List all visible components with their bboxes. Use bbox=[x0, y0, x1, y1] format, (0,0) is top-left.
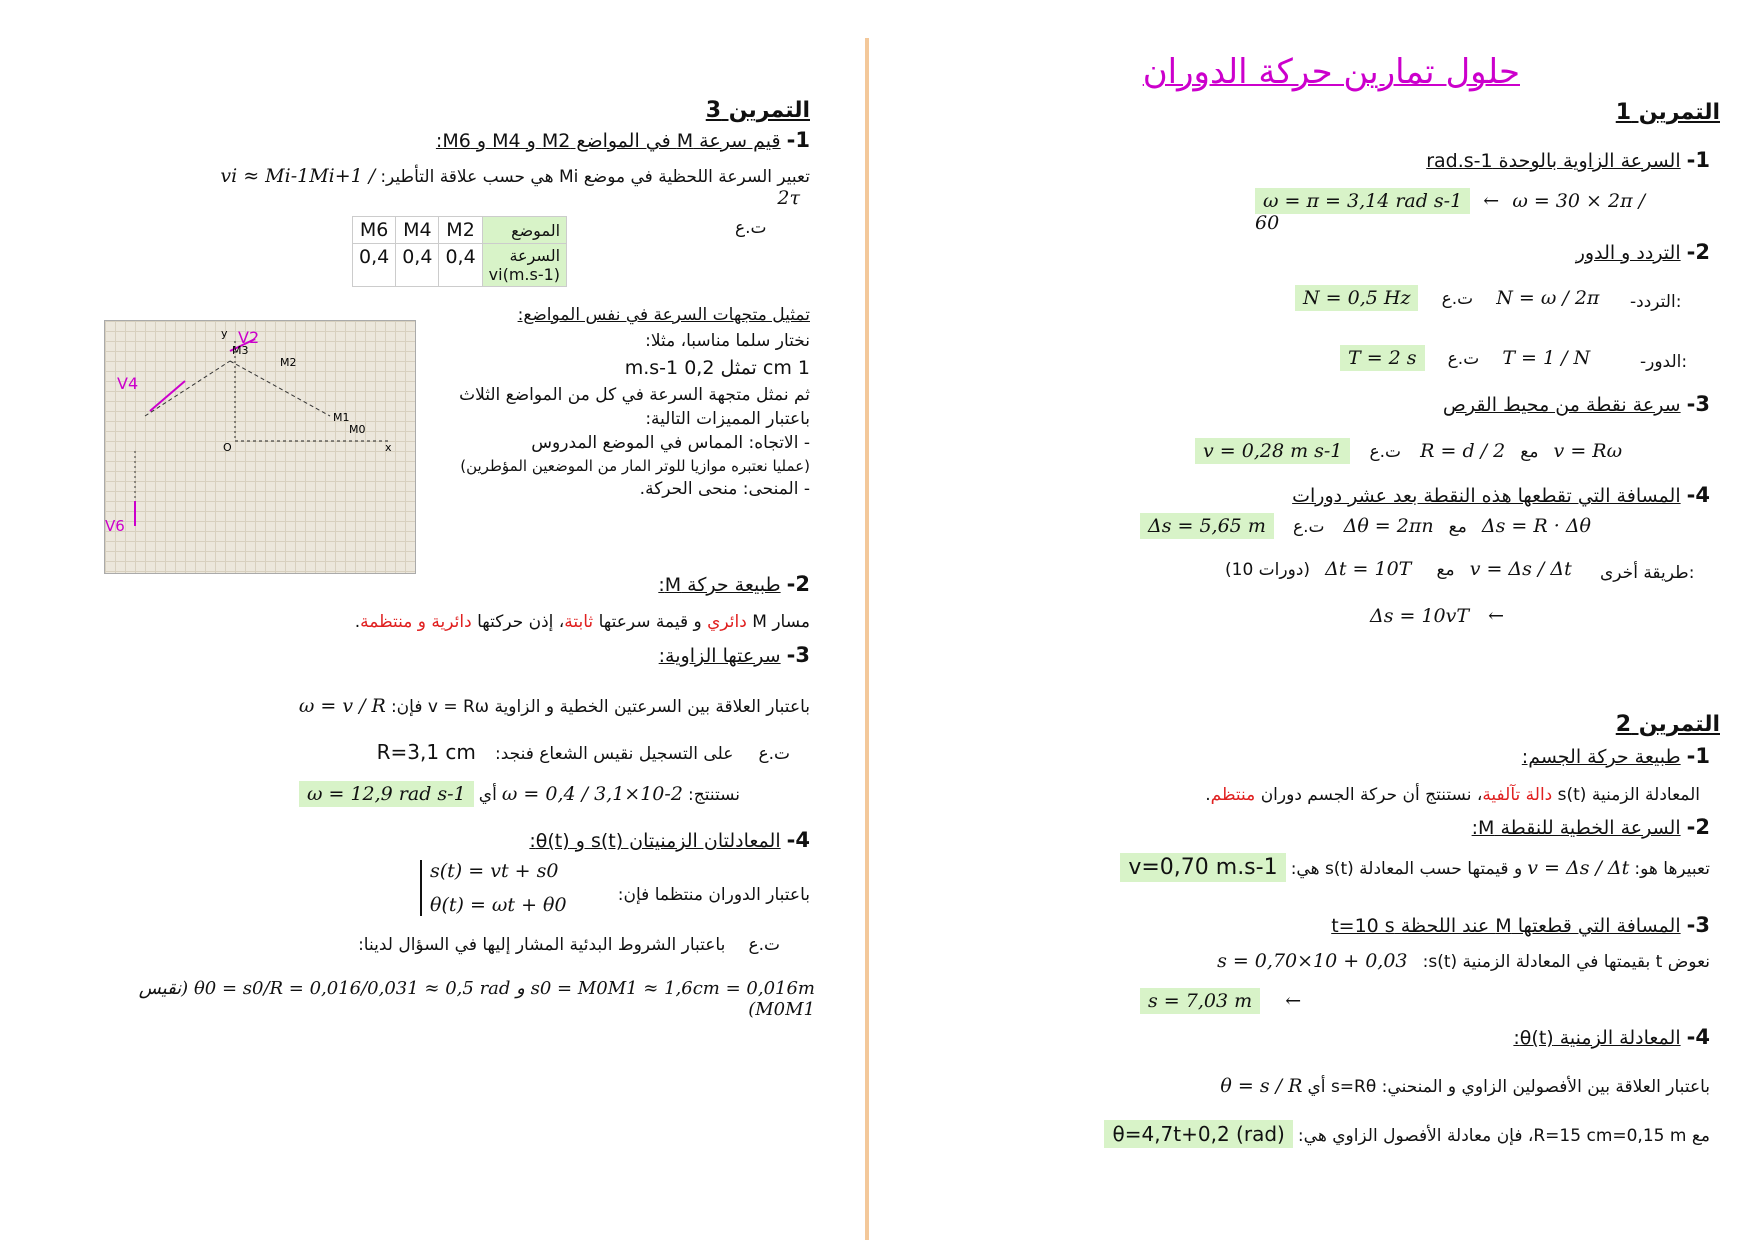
ex1-q2-title bbox=[1420, 240, 1710, 264]
ex3-rep-line: باعتبار المميزات التالية: bbox=[645, 409, 810, 429]
table-cell: 0,4 bbox=[353, 244, 396, 287]
ex3-q3-text3: نستنتج: bbox=[688, 785, 740, 805]
ex1-q3-formula: v = Rω bbox=[1553, 440, 1623, 462]
ex1-q1-line bbox=[1255, 190, 1655, 234]
ex2-q3-result-line bbox=[1140, 990, 1301, 1012]
arrow-icon: ← bbox=[1483, 190, 1500, 212]
table-header-row bbox=[353, 217, 567, 244]
ex3-q3-text2: على التسجيل نقيس الشعاع فنجد: bbox=[495, 744, 734, 764]
ex2-q4-text2: مع R=15 cm=0,15 m، فإن معادلة الأفصول الزاوي هي: bbox=[1297, 1126, 1710, 1146]
motion-record-figure bbox=[104, 320, 416, 574]
ex3-q2-label: طبيعة حركة M: bbox=[658, 574, 781, 596]
figure-label: M1 bbox=[333, 411, 350, 424]
ex3-q1-formula: vi ≈ Mi-1Mi+1 / 2τ bbox=[220, 165, 800, 209]
ex2-q4-label: المعادلة الزمنية θ(t): bbox=[1513, 1027, 1681, 1049]
ex3-q4-final: s0 = M0M1 ≈ 1,6cm = 0,016m و θ0 = s0/R = 0,016/0,031 ≈ 0,5 rad (نقيس M0M1) bbox=[138, 978, 815, 1020]
ex1-q1-label: السرعة الزاوية بالوحدة rad.s-1 bbox=[1426, 150, 1681, 172]
ex2-q2-text2: و قيمتها حسب المعادلة s(t) هي: bbox=[1290, 859, 1523, 879]
ex2-q2-line bbox=[1090, 855, 1710, 880]
ex3-q3-calc: ω = 0,4 / 3,1×10-2 bbox=[501, 783, 683, 805]
ex1-period-label: -الدور: bbox=[1640, 352, 1688, 372]
ex2-q3-number: 3- bbox=[1686, 913, 1710, 937]
ex1-q1-result: ω = π = 3,14 rad s-1 bbox=[1255, 188, 1470, 214]
ex1-alt-result-line bbox=[1370, 605, 1504, 627]
figure-label: M2 bbox=[280, 356, 297, 369]
ex3-rep-line: نختار سلما مناسبا، مثلا: bbox=[645, 331, 810, 351]
ex3-q3-result: ω = 12,9 rad s-1 bbox=[299, 781, 474, 807]
ex2-q4-line bbox=[1150, 1075, 1710, 1097]
ex3-rep-line: ثم نمثل متجهة السرعة في كل من المواضع الثلاث bbox=[459, 385, 810, 405]
page-divider bbox=[865, 38, 869, 1240]
ex2-q1-title bbox=[1400, 744, 1710, 768]
ex2-q1-red2: منتظم bbox=[1210, 785, 1256, 805]
ex3-q4-text: باعتبار الدوران منتظما فإن: bbox=[617, 885, 810, 905]
figure-label: V4 bbox=[117, 374, 139, 393]
with-label: مع bbox=[1448, 517, 1467, 537]
ex1-q1-formula: ω = 30 × 2π / 60 bbox=[1255, 190, 1645, 234]
ex3-rep-line: 1 cm تمثل 0,2 m.s-1 bbox=[624, 357, 810, 379]
ex1-alt-label: طريقة أخرى: bbox=[1600, 563, 1695, 583]
ex2-q1-red1: دالة تآلفية bbox=[1482, 785, 1553, 805]
ex1-period-result: T = 2 s bbox=[1340, 345, 1425, 371]
ex3-q4-label: المعادلتان الزمنيتان s(t) و θ(t): bbox=[529, 830, 781, 852]
ex2-q1-number: 1- bbox=[1686, 744, 1710, 768]
ex1-q4-title bbox=[1180, 483, 1710, 507]
ex2-q4-final bbox=[1010, 1122, 1710, 1146]
ex1-q3-r-formula: R = d / 2 bbox=[1420, 440, 1506, 462]
arrow-icon: ← bbox=[1285, 990, 1302, 1012]
ex1-alt-dt: Δt = 10T bbox=[1325, 558, 1412, 580]
ex1-alt-note: (10 دورات) bbox=[1225, 560, 1311, 580]
ex1-freq-result: N = 0,5 Hz bbox=[1295, 285, 1418, 311]
ex3-q2-red1: دائري bbox=[707, 612, 747, 632]
page-title: حلول تمارين حركة الدوران bbox=[1142, 52, 1520, 92]
ex3-rep-line: - المنحى: منحى الحركة. bbox=[639, 479, 810, 499]
figure-label: M3 bbox=[232, 344, 249, 357]
ex3-q3-number: 3- bbox=[786, 643, 810, 667]
ex1-freq-label: -التردد: bbox=[1630, 292, 1682, 312]
ex3-q3-r-value: R=3,1 cm bbox=[376, 740, 476, 764]
ex3-q1-text: تعبير السرعة اللحظية في موضع Mi هي حسب علاقة التأطير: bbox=[380, 167, 810, 187]
ex2-q4-number: 4- bbox=[1686, 1025, 1710, 1049]
ex3-q2-red3: دائرية و منتظمة bbox=[360, 612, 472, 632]
ex3-q4-text2: باعتبار الشروط البدئية المشار إليها في السؤال لدينا: bbox=[358, 935, 726, 955]
ex2-q2-text: تعبيرها هو: bbox=[1634, 859, 1710, 879]
ex2-q4-title bbox=[1400, 1025, 1710, 1049]
exercise1-heading: التمرين 1 bbox=[1615, 100, 1720, 125]
figure-label: x bbox=[385, 441, 392, 454]
figure-label: M0 bbox=[349, 423, 366, 436]
te-label: ت.ع bbox=[1447, 349, 1480, 369]
ex3-rep-line: (عمليا نعتبره موازيا للوتر المار من الموضعين المؤطرين) bbox=[460, 457, 810, 475]
te-label: ت.ع bbox=[1292, 517, 1325, 537]
ex3-rep-title: تمثيل متجهات السرعة في نفس المواضع: bbox=[517, 305, 810, 325]
ex1-q2-number: 2- bbox=[1686, 240, 1710, 264]
ex3-q3-formula: ω = v / R bbox=[298, 695, 386, 717]
ex3-q2-title bbox=[560, 572, 810, 596]
ex2-q1-text bbox=[1000, 785, 1700, 805]
ex3-speed-table bbox=[352, 216, 567, 287]
ex3-rep-block bbox=[430, 305, 810, 499]
ex1-freq-formula: N = ω / 2π bbox=[1496, 287, 1600, 309]
with-label: مع bbox=[1520, 442, 1539, 462]
ex3-q1-title bbox=[430, 128, 810, 152]
ex1-q1-number: 1- bbox=[1686, 148, 1710, 172]
ex1-q4-theta: Δθ = 2πn bbox=[1343, 515, 1434, 537]
te-label: ت.ع bbox=[758, 744, 790, 764]
ex2-q4-result: θ=4,7t+0,2 (rad) bbox=[1104, 1120, 1292, 1148]
ex1-alt-line bbox=[1225, 558, 1572, 580]
table-row-label bbox=[482, 244, 566, 287]
ex2-q1-text-a: المعادلة الزمنية s(t) bbox=[1557, 785, 1700, 805]
ex2-q1-text-b: ، نستنتج أن حركة الجسم دوران bbox=[1260, 785, 1483, 805]
ex1-q2-label: التردد و الدور bbox=[1575, 242, 1681, 264]
table-row bbox=[353, 244, 567, 287]
ex3-q1-number: 1- bbox=[786, 128, 810, 152]
ex2-q2-number: 2- bbox=[1686, 815, 1710, 839]
ex3-q3-line bbox=[250, 695, 810, 717]
ex3-q3-title bbox=[560, 643, 810, 667]
ex3-q4-system bbox=[420, 860, 567, 916]
ex1-q1-title bbox=[1350, 148, 1710, 172]
ex1-q4-line bbox=[1140, 515, 1591, 537]
ex1-period-line bbox=[1340, 347, 1590, 369]
table-header-cell: M6 bbox=[353, 217, 396, 244]
ex3-q2-end: . bbox=[354, 612, 361, 632]
ex3-q2-text-b: و قيمة سرعتها bbox=[598, 612, 702, 632]
ex3-rep-line: - الاتجاه: المماس في الموضع المدروس bbox=[531, 433, 810, 453]
te-label: ت.ع bbox=[748, 935, 780, 955]
ex3-q4-eq2: θ(t) = ωt + θ0 bbox=[430, 894, 567, 916]
table-header-cell: M2 bbox=[439, 217, 482, 244]
trajectory-line bbox=[230, 361, 330, 416]
ex2-q3-result: s = 7,03 m bbox=[1140, 988, 1260, 1014]
table-cell: 0,4 bbox=[439, 244, 482, 287]
ex1-alt-result: Δs = 10vT bbox=[1370, 605, 1470, 627]
exercise2-heading: التمرين 2 bbox=[1615, 712, 1720, 737]
ex1-alt-formula: v = Δs / Δt bbox=[1469, 558, 1572, 580]
ex3-q2-text-c: ، إذن حركتها bbox=[477, 612, 565, 632]
ex1-q3-title bbox=[1380, 392, 1710, 416]
ex1-q4-number: 4- bbox=[1686, 483, 1710, 507]
ex3-q2-red2: ثابتة bbox=[564, 612, 594, 632]
vector-v4 bbox=[150, 381, 185, 411]
ex2-q3-text: نعوض t بقيمتها في المعادلة الزمنية s(t): bbox=[1422, 952, 1710, 972]
table-cell: 0,4 bbox=[396, 244, 439, 287]
ex2-q2-title bbox=[1400, 815, 1710, 839]
ex2-q3-title bbox=[1300, 913, 1710, 937]
ex1-q3-number: 3- bbox=[1686, 392, 1710, 416]
table-header-cell: M4 bbox=[396, 217, 439, 244]
figure-label: V6 bbox=[105, 517, 125, 535]
table-header-cell: الموضع bbox=[482, 217, 566, 244]
ex1-q3-line bbox=[1195, 440, 1622, 462]
ex3-q2-text bbox=[200, 612, 810, 632]
ex1-freq-line bbox=[1295, 287, 1599, 309]
ex3-q4-eq1: s(t) = vt + s0 bbox=[430, 860, 559, 882]
ex2-q2-result: v=0,70 m.s-1 bbox=[1120, 853, 1285, 882]
row-label-text: السرعة bbox=[509, 246, 561, 265]
te-label: ت.ع bbox=[1441, 289, 1474, 309]
ex3-q3-measure bbox=[300, 740, 790, 764]
ex3-q3-ay: أي bbox=[478, 785, 497, 805]
ex2-q1-end: . bbox=[1205, 785, 1211, 805]
ex2-q4-formula: θ = s / R bbox=[1220, 1075, 1303, 1097]
with-label: مع bbox=[1436, 560, 1455, 580]
ex2-q3-formula: s = 0,70×10 + 0,03 bbox=[1217, 950, 1408, 972]
ex2-q2-formula: v = Δs / Δt bbox=[1527, 857, 1630, 879]
ex3-q3-result-line bbox=[290, 783, 740, 805]
ex2-q3-label: المسافة التي قطعتها M عند اللحظة t=10 s bbox=[1331, 915, 1681, 937]
ex3-q3-text: باعتبار العلاقة بين السرعتين الخطية و الزاوية v = Rω فإن: bbox=[390, 697, 810, 717]
ex3-q3-label: سرعتها الزاوية: bbox=[658, 645, 781, 667]
ex2-q1-label: طبيعة حركة الجسم: bbox=[1521, 746, 1681, 768]
record-svg bbox=[105, 321, 415, 573]
ex3-te: ت.ع bbox=[735, 218, 767, 238]
ex3-q4-title bbox=[500, 828, 810, 852]
ex3-q2-number: 2- bbox=[786, 572, 810, 596]
ex1-q4-formula: Δs = R · Δθ bbox=[1481, 515, 1591, 537]
ex2-q2-label: السرعة الخطية للنقطة M: bbox=[1471, 817, 1681, 839]
ex2-q4-text: باعتبار العلاقة بين الأفصولين الزاوي و المنحني: s=Rθ أي bbox=[1307, 1077, 1710, 1097]
figure-label: O bbox=[223, 441, 232, 454]
ex1-q3-label: سرعة نقطة من محيط القرص bbox=[1442, 394, 1681, 416]
ex3-q4-number: 4- bbox=[786, 828, 810, 852]
ex2-q3-line bbox=[1140, 950, 1710, 972]
ex3-q4-cond bbox=[300, 935, 780, 955]
ex1-period-formula: T = 1 / N bbox=[1502, 347, 1591, 369]
ex1-q3-result: v = 0,28 m s-1 bbox=[1195, 438, 1350, 464]
arrow-icon: ← bbox=[1488, 605, 1505, 627]
ex3-q1-line bbox=[220, 165, 810, 209]
row-unit-text: vi(m.s-1) bbox=[488, 265, 561, 284]
ex1-q4-label: المسافة التي تقطعها هذه النقطة بعد عشر دورات bbox=[1292, 485, 1681, 507]
figure-label: y bbox=[221, 327, 228, 340]
figure-label: V2 bbox=[238, 328, 260, 347]
ex3-q2-text-a: مسار M bbox=[752, 612, 810, 632]
ex3-q1-label: قيم سرعة M في المواضع M2 و M4 و M6: bbox=[435, 130, 781, 152]
exercise3-heading: التمرين 3 bbox=[705, 98, 810, 123]
ex1-q4-result: Δs = 5,65 m bbox=[1140, 513, 1274, 539]
trajectory-line bbox=[145, 361, 230, 416]
te-label: ت.ع bbox=[1369, 442, 1402, 462]
